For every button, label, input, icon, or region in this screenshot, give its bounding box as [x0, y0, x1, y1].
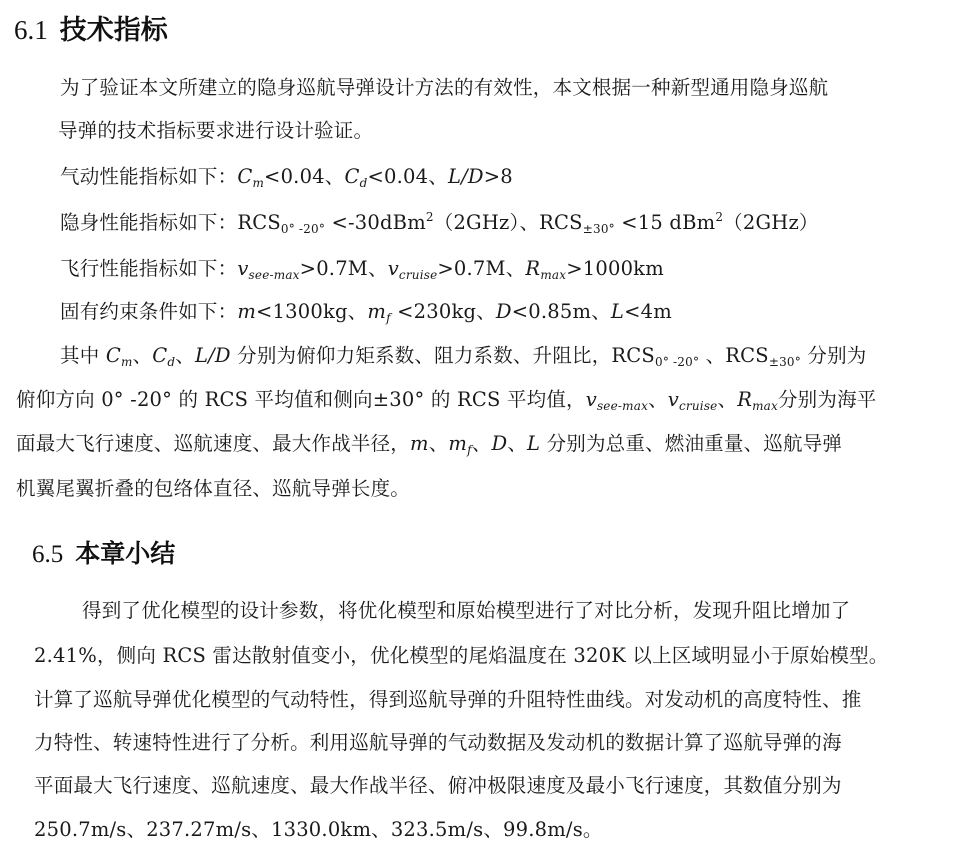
text: 俯仰方向 0° -20° 的 RCS 平均值和侧向±30° 的 RCS 平均值， — [16, 388, 586, 411]
sub: f — [386, 311, 391, 325]
value: （2GHz） — [723, 211, 819, 234]
value: <1300kg、 — [256, 300, 368, 323]
var-d: D — [491, 432, 508, 455]
sub: m — [120, 355, 133, 369]
value: <230kg、 — [390, 300, 496, 323]
flight-label: 飞行性能指标如下： — [60, 257, 238, 280]
text: 、 — [648, 388, 668, 411]
var-v: v — [237, 257, 249, 280]
section-heading-6-5 — [32, 534, 175, 570]
var-mf: m — [448, 432, 468, 455]
text: 、 — [699, 344, 726, 367]
sub: 0° -20° — [280, 222, 326, 236]
explain-line-1 — [60, 342, 866, 370]
value: >0.7M、 — [299, 257, 388, 280]
value: >8 — [483, 165, 513, 188]
sub: m — [252, 176, 265, 190]
section-title: 本章小结 — [75, 539, 176, 568]
sup: 2 — [425, 210, 434, 224]
text: 、 — [471, 432, 492, 455]
var-r: R — [525, 257, 541, 280]
explain-line-4: 机翼尾翼折叠的包络体直径、巡航导弹长度。 — [16, 477, 411, 500]
text: 面最大飞行速度、巡航速度、最大作战半径， — [16, 432, 411, 455]
text: 分别为总重、燃油重量、巡航导弹 — [540, 432, 843, 455]
intro-line-1: 为了验证本文所建立的隐身巡航导弹设计方法的有效性，本文根据一种新型通用隐身巡航 — [60, 76, 829, 99]
aero-spec-line — [60, 163, 513, 191]
section-number: 6.5 — [32, 541, 64, 568]
value: <4m — [624, 300, 672, 323]
rcs-symbol: RCS — [539, 211, 583, 234]
var-ld: L/D — [194, 344, 231, 367]
constraint-line — [60, 298, 672, 326]
sub: max — [752, 399, 778, 413]
var-d: D — [495, 300, 512, 323]
summary-line-6: 250.7m/s、237.27m/s、1330.0km、323.5m/s、99.8m/s。 — [34, 818, 603, 841]
stealth-label: 隐身性能指标如下： — [60, 211, 238, 234]
sub: d — [359, 176, 368, 190]
sub: see-max — [596, 399, 649, 413]
var-ld: L/D — [447, 165, 484, 188]
summary-line-3: 计算了巡航导弹优化模型的气动特性，得到巡航导弹的升阻特性曲线。对发动机的高度特性、推 — [34, 688, 862, 711]
sub: see-max — [248, 268, 300, 282]
sup: 2 — [715, 210, 724, 224]
sub: d — [167, 355, 176, 369]
sub: ±30° — [582, 222, 615, 236]
var-m: m — [410, 432, 429, 455]
value: >0.7M、 — [437, 257, 526, 280]
sub: ±30° — [768, 355, 801, 369]
value: <0.85m、 — [511, 300, 611, 323]
text: 分别为俯仰力矩系数、阻力系数、升阻比， — [230, 344, 612, 367]
stealth-spec-line — [60, 209, 819, 237]
var-mf: m — [367, 300, 387, 323]
var-l: L — [610, 300, 625, 323]
text: 分别为 — [800, 344, 867, 367]
flight-spec-line — [60, 255, 664, 283]
value: <0.04、 — [367, 165, 448, 188]
aero-label: 气动性能指标如下： — [60, 165, 238, 188]
summary-line-2: 2.41%，侧向 RCS 雷达散射值变小，优化模型的尾焰温度在 320K 以上区域明显小于原始模型。 — [34, 644, 889, 667]
section-heading-6-1 — [14, 8, 168, 47]
var-cd: C — [344, 165, 360, 188]
text: 、 — [428, 432, 449, 455]
sub: f — [467, 443, 472, 457]
var-v: v — [667, 388, 679, 411]
explain-line-3 — [16, 430, 842, 458]
text: 、 — [132, 344, 153, 367]
text: 其中 — [60, 344, 106, 367]
sub: cruise — [679, 399, 718, 413]
sub: 0° -20° — [654, 355, 700, 369]
value: >1000km — [566, 257, 664, 280]
constraint-label: 固有约束条件如下： — [60, 300, 238, 323]
var-r: R — [737, 388, 753, 411]
intro-line-2: 导弹的技术指标要求进行设计验证。 — [58, 119, 374, 142]
summary-line-1: 得到了优化模型的设计参数，将优化模型和原始模型进行了对比分析，发现升阻比增加了 — [82, 599, 851, 622]
var-l: L — [527, 432, 541, 455]
value: <15 dBm — [614, 211, 716, 234]
var-m: m — [237, 300, 257, 323]
section-number: 6.1 — [14, 15, 48, 45]
sub: cruise — [398, 268, 438, 282]
var-cd: C — [152, 344, 168, 367]
text: 、 — [717, 388, 738, 411]
summary-line-5: 平面最大飞行速度、巡航速度、最大作战半径、俯冲极限速度及最小飞行速度，其数值分别为 — [34, 774, 842, 797]
value: <-30dBm — [325, 211, 426, 234]
var-v: v — [387, 257, 399, 280]
summary-line-4: 力特性、转速特性进行了分析。利用巡航导弹的气动数据及发动机的数据计算了巡航导弹的海 — [34, 731, 842, 754]
rcs-symbol: RCS — [237, 211, 281, 234]
text: 分别为海平 — [777, 388, 877, 411]
sub: max — [540, 268, 567, 282]
rcs-symbol: RCS — [611, 344, 655, 367]
explain-line-2 — [16, 386, 877, 414]
section-title: 技术指标 — [59, 15, 168, 46]
text: 、 — [507, 432, 528, 455]
value: <0.04、 — [264, 165, 345, 188]
var-v: v — [585, 388, 597, 411]
text: 、 — [175, 344, 195, 367]
rcs-symbol: RCS — [725, 344, 769, 367]
value: （2GHz）、 — [433, 211, 540, 234]
var-cm: C — [105, 344, 121, 367]
var-cm: C — [237, 165, 253, 188]
